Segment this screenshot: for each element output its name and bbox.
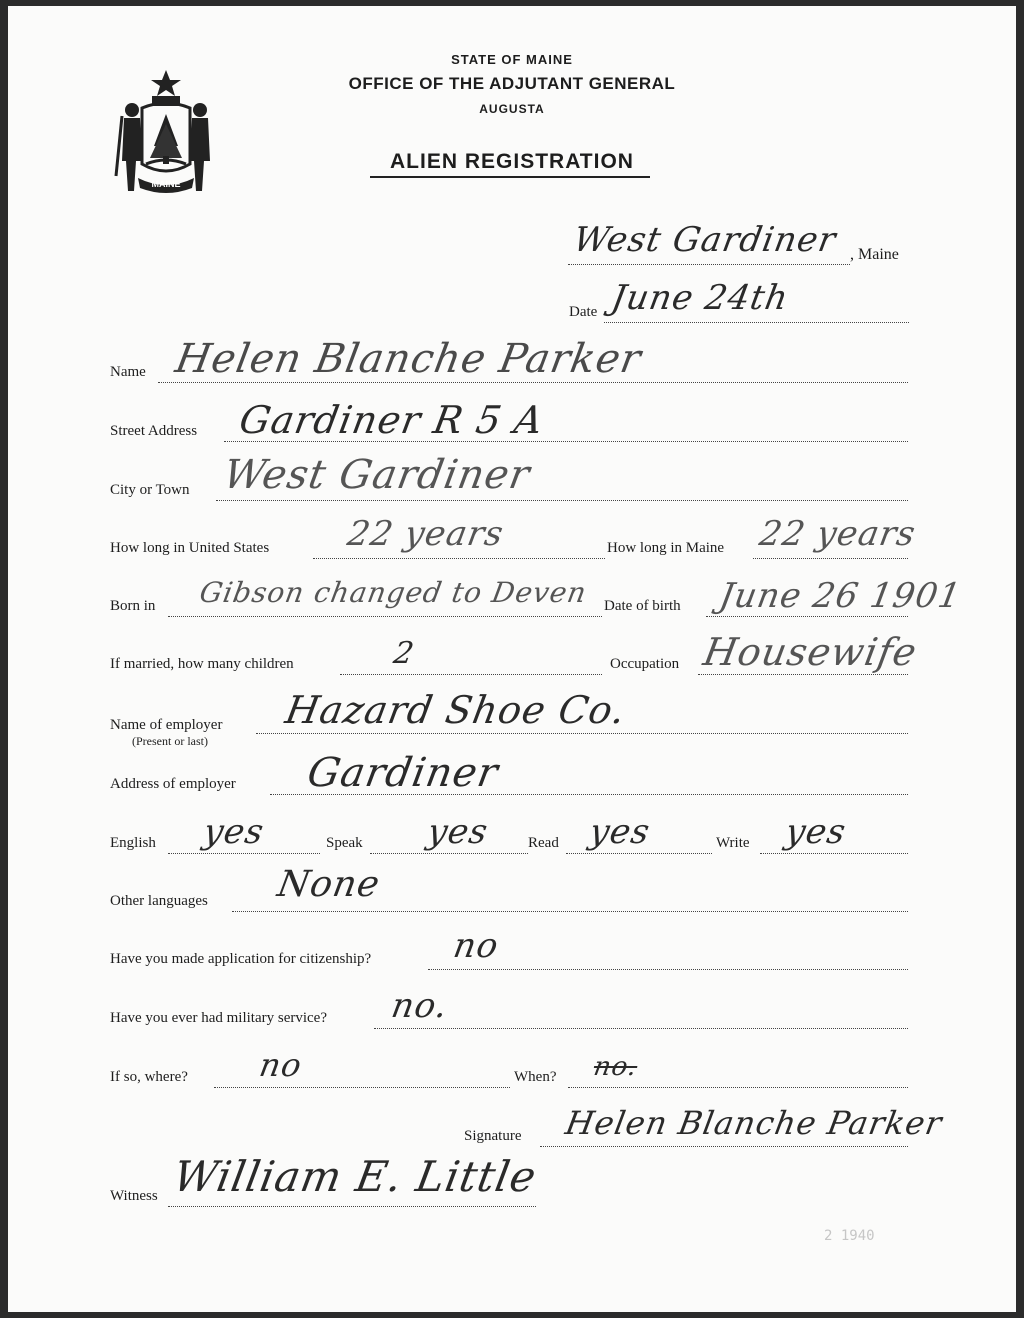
employer-line bbox=[256, 733, 908, 734]
city-value: West Gardiner bbox=[219, 452, 534, 498]
dob-label: Date of birth bbox=[604, 598, 681, 614]
header-city: AUGUSTA bbox=[479, 102, 545, 116]
town-value: West Gardiner bbox=[570, 220, 840, 260]
speak-line bbox=[370, 853, 528, 854]
signature-label: Signature bbox=[464, 1128, 522, 1144]
name-label: Name bbox=[110, 364, 146, 380]
write-line bbox=[760, 853, 908, 854]
name-line bbox=[158, 382, 908, 383]
dob-value: June 26 1901 bbox=[716, 576, 965, 616]
header-state: STATE OF MAINE bbox=[451, 52, 573, 67]
date-label: Date bbox=[569, 304, 598, 320]
maine-long-label: How long in Maine bbox=[607, 540, 725, 556]
where-value: no bbox=[256, 1046, 306, 1084]
witness-value: William E. Little bbox=[169, 1152, 541, 1201]
read-value: yes bbox=[586, 812, 654, 852]
title-underline bbox=[370, 176, 650, 178]
speak-label: Speak bbox=[326, 835, 363, 851]
employer-value: Hazard Shoe Co. bbox=[282, 688, 630, 732]
dob-line bbox=[706, 616, 908, 617]
citizenship-label: Have you made application for citizenship? bbox=[110, 951, 372, 967]
citizenship-value: no bbox=[450, 926, 502, 966]
military-value: no. bbox=[388, 986, 452, 1026]
employer-label: Name of employer bbox=[110, 717, 223, 733]
english-label: English bbox=[110, 835, 156, 851]
read-label: Read bbox=[528, 835, 559, 851]
when-line bbox=[568, 1087, 908, 1088]
svg-text:MAINE: MAINE bbox=[151, 179, 181, 189]
children-value: 2 bbox=[390, 636, 418, 671]
citizenship-line bbox=[428, 969, 908, 970]
read-line bbox=[566, 853, 712, 854]
street-value: Gardiner R 5 A bbox=[236, 398, 548, 442]
city-label: City or Town bbox=[110, 482, 190, 498]
witness-label: Witness bbox=[110, 1188, 158, 1204]
military-line bbox=[374, 1028, 908, 1029]
when-value: no. bbox=[591, 1052, 640, 1082]
town-line bbox=[568, 264, 850, 265]
us-value: 22 years bbox=[344, 514, 507, 554]
english-line bbox=[168, 853, 320, 854]
other-lang-label: Other languages bbox=[110, 893, 208, 909]
emp-addr-label: Address of employer bbox=[110, 776, 236, 792]
occupation-label: Occupation bbox=[610, 656, 680, 672]
emp-addr-value: Gardiner bbox=[303, 750, 502, 796]
military-label: Have you ever had military service? bbox=[110, 1010, 327, 1026]
header-office: OFFICE OF THE ADJUTANT GENERAL bbox=[348, 74, 676, 93]
other-lang-line bbox=[232, 911, 908, 912]
where-label: If so, where? bbox=[110, 1069, 188, 1085]
when-label: When? bbox=[514, 1069, 557, 1085]
other-lang-value: None bbox=[274, 864, 384, 905]
registration-form bbox=[8, 6, 1016, 1312]
english-value: yes bbox=[200, 812, 268, 852]
date-value: June 24th bbox=[608, 278, 792, 318]
speak-value: yes bbox=[424, 812, 492, 852]
children-label: If married, how many children bbox=[110, 656, 294, 672]
occupation-line bbox=[698, 674, 908, 675]
header-title: ALIEN REGISTRATION bbox=[390, 150, 634, 173]
street-label: Street Address bbox=[110, 423, 198, 439]
where-line bbox=[214, 1087, 510, 1088]
signature-value: Helen Blanche Parker bbox=[562, 1104, 946, 1142]
maine-long-line bbox=[753, 558, 908, 559]
write-label: Write bbox=[716, 835, 750, 851]
write-value: yes bbox=[782, 812, 850, 852]
born-label: Born in bbox=[110, 598, 156, 614]
witness-line bbox=[168, 1206, 536, 1207]
signature-line bbox=[540, 1146, 908, 1147]
born-value: Gibson changed to Deven bbox=[197, 576, 590, 609]
date-line bbox=[604, 322, 909, 323]
name-value: Helen Blanche Parker bbox=[171, 336, 646, 382]
maine-label: , Maine bbox=[850, 246, 899, 263]
employer-sub-label: (Present or last) bbox=[132, 734, 208, 748]
received-stamp: 2 1940 bbox=[824, 1228, 875, 1244]
occupation-value: Housewife bbox=[700, 630, 921, 674]
children-line bbox=[340, 674, 602, 675]
us-label: How long in United States bbox=[110, 540, 270, 556]
us-line bbox=[313, 558, 605, 559]
born-line bbox=[168, 616, 602, 617]
maine-long-value: 22 years bbox=[756, 514, 919, 554]
city-line bbox=[216, 500, 908, 501]
